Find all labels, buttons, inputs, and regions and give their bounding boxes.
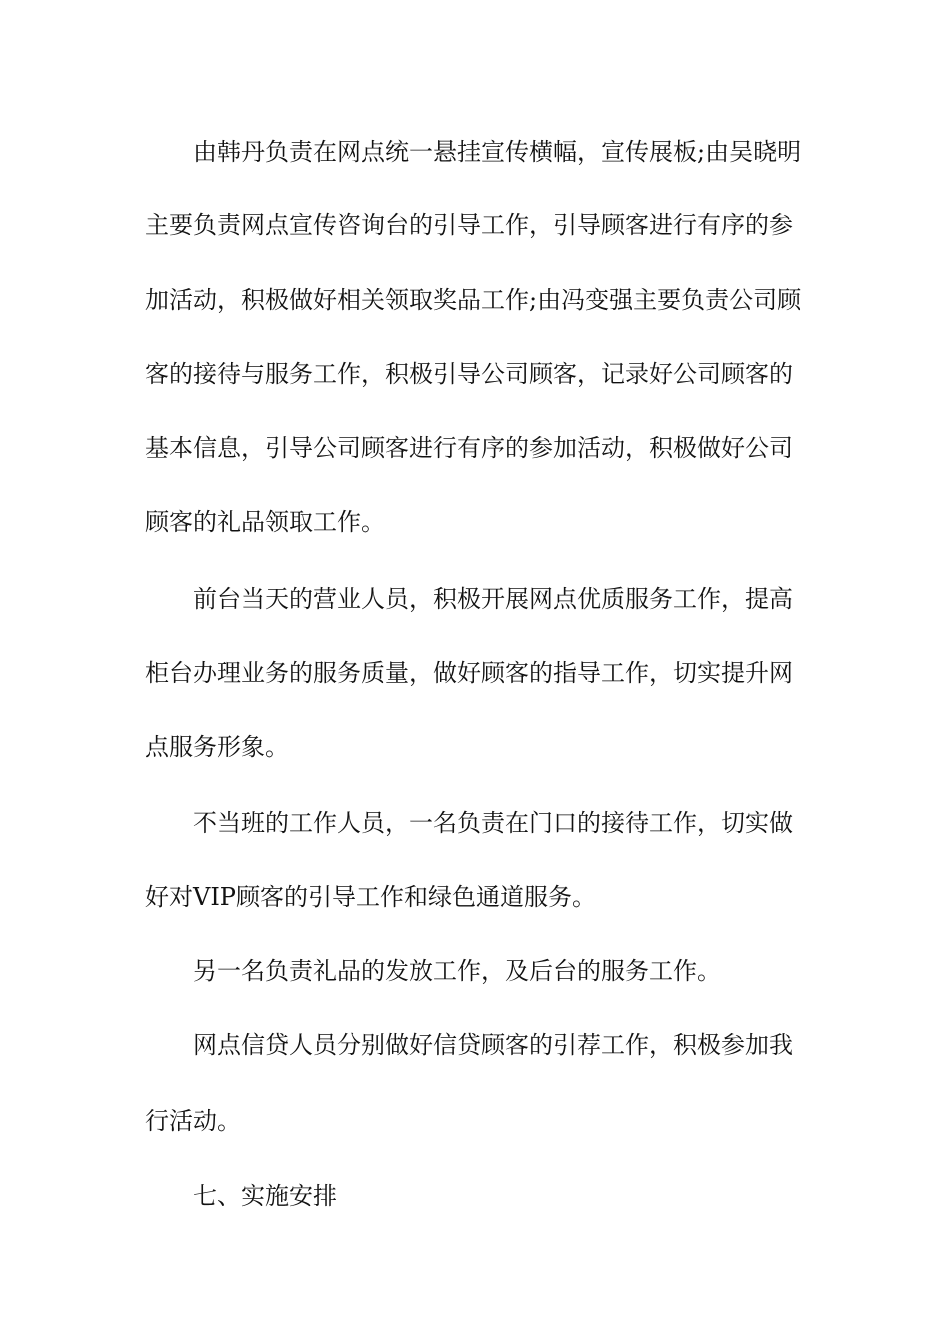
section-heading: 七、实施安排 xyxy=(193,1182,337,1210)
paragraph-3-line-2: 好对VIP顾客的引导工作和绿色通道服务。 xyxy=(145,883,596,911)
paragraph-1-line-6: 顾客的礼品领取工作。 xyxy=(145,508,385,536)
paragraph-2-line-3: 点服务形象。 xyxy=(145,733,289,761)
paragraph-2-line-2: 柜台办理业务的服务质量，做好顾客的指导工作，切实提升网 xyxy=(145,659,793,687)
paragraph-1-line-3: 加活动，积极做好相关领取奖品工作;由冯变强主要负责公司顾 xyxy=(145,286,802,314)
paragraph-1-line-4: 客的接待与服务工作，积极引导公司顾客，记录好公司顾客的 xyxy=(145,360,793,388)
paragraph-1-line-1: 由韩丹负责在网点统一悬挂宣传横幅，宣传展板;由吴晓明 xyxy=(193,138,802,166)
paragraph-1-line-5: 基本信息，引导公司顾客进行有序的参加活动，积极做好公司 xyxy=(145,434,793,462)
paragraph-1-line-2: 主要负责网点宣传咨询台的引导工作，引导顾客进行有序的参 xyxy=(145,211,793,239)
paragraph-5-line-2: 行活动。 xyxy=(145,1107,241,1135)
paragraph-5-line-1: 网点信贷人员分别做好信贷顾客的引荐工作，积极参加我 xyxy=(193,1031,793,1059)
paragraph-3-line-1: 不当班的工作人员，一名负责在门口的接待工作，切实做 xyxy=(193,809,793,837)
paragraph-2-line-1: 前台当天的营业人员，积极开展网点优质服务工作，提高 xyxy=(193,585,793,613)
paragraph-4-line-1: 另一名负责礼品的发放工作，及后台的服务工作。 xyxy=(193,957,721,985)
